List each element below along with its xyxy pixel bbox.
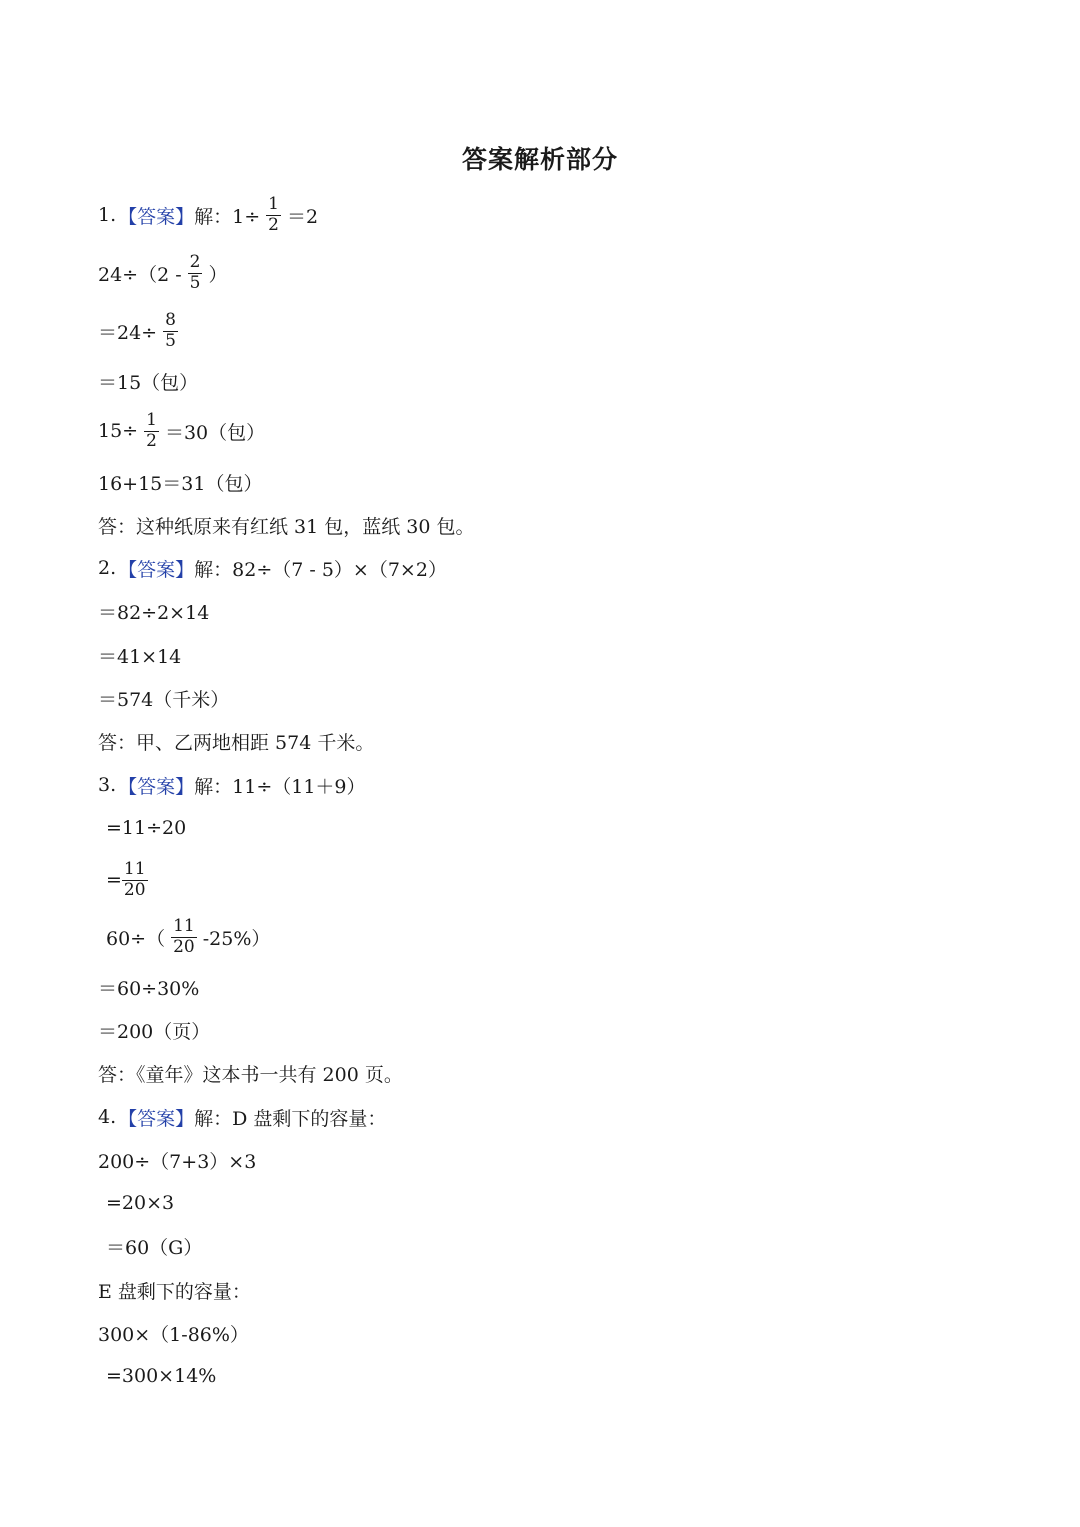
fraction-numerator: 8	[165, 309, 176, 330]
q1-answer-tag: 【答案】	[118, 205, 195, 228]
fraction-denominator: 2	[146, 430, 157, 451]
q3-line-1	[98, 765, 366, 805]
q4-line-5: E 盘剩下的容量：	[98, 1280, 251, 1303]
q2-answer-tag: 【答案】	[118, 558, 195, 581]
q3-l3-text: =	[106, 869, 122, 891]
q4-line-4: ＝60（G）	[106, 1236, 203, 1259]
q2-line-4: ＝574（千米）	[98, 688, 230, 711]
fraction-numerator: 11	[173, 915, 195, 936]
q1-line-1	[98, 195, 318, 235]
q1-l1-fraction	[266, 193, 281, 235]
q3-l4-text: 60÷（	[106, 927, 166, 950]
q2-answer-sentence: 答：甲、乙两地相距 574 千米。	[98, 731, 375, 754]
q3-line-3	[106, 860, 150, 900]
q4-line-6: 300×（1-86%）	[98, 1323, 249, 1346]
q2-line-2: ＝82÷2×14	[98, 601, 210, 624]
q3-answer-tag: 【答案】	[118, 775, 195, 798]
fraction-numerator: 2	[189, 251, 201, 272]
q1-l1-text: 解：1÷	[194, 205, 261, 228]
q1-answer-sentence: 答：这种纸原来有红纸 31 包，蓝纸 30 包。	[98, 515, 475, 538]
q3-line-6: ＝200（页）	[98, 1020, 211, 1043]
fraction-denominator: 20	[123, 879, 146, 900]
q1-line-3	[98, 311, 184, 351]
fraction-denominator: 20	[173, 936, 195, 957]
page-title: 答案解析部分	[461, 145, 618, 174]
q1-l3-fraction	[163, 309, 178, 351]
q1-l2-close: ）	[208, 263, 228, 286]
q2-number: 2.	[98, 557, 117, 579]
q1-line-6: 16+15＝31（包）	[98, 472, 263, 495]
q1-l3-text: ＝24÷	[98, 321, 158, 344]
q4-line-3: =20×3	[106, 1192, 175, 1214]
q1-l1-result: ＝2	[287, 205, 319, 228]
q3-answer-sentence: 答：《童年》这本书一共有 200 页。	[98, 1063, 403, 1086]
q3-line-2: =11÷20	[106, 817, 187, 839]
q1-line-2	[98, 253, 228, 293]
fraction-numerator: 1	[268, 193, 279, 214]
q4-line-7: =300×14%	[106, 1365, 217, 1387]
q1-l5-fraction	[144, 409, 159, 451]
fraction-denominator: 5	[165, 330, 176, 351]
q2-line-3: ＝41×14	[98, 645, 182, 668]
fraction-denominator: 5	[189, 272, 201, 293]
q3-l4-fraction	[171, 915, 197, 957]
q4-line-1	[98, 1097, 386, 1137]
q3-l4-close: -25%）	[202, 927, 271, 950]
q2-line-1	[98, 548, 447, 588]
q4-line-2: 200÷（7+3）×3	[98, 1150, 257, 1173]
q1-l5-text: 15÷	[98, 420, 139, 442]
fraction-numerator: 11	[123, 858, 146, 879]
q3-l3-fraction	[122, 858, 148, 900]
q4-l1-text: 解：D 盘剩下的容量：	[194, 1107, 387, 1130]
q2-l1-text: 解：82÷（7 - 5）×（7×2）	[194, 558, 447, 581]
q1-line-4: ＝15（包）	[98, 371, 199, 394]
q4-answer-tag: 【答案】	[118, 1107, 195, 1130]
q1-l2-text: 24÷（2 -	[98, 263, 182, 286]
q1-l2-fraction	[188, 251, 203, 293]
q3-number: 3.	[98, 774, 117, 796]
q1-l5-result: ＝30（包）	[164, 421, 266, 444]
q3-l1-text: 解：11÷（11＋9）	[194, 775, 366, 798]
fraction-denominator: 2	[268, 214, 279, 235]
q3-line-5: ＝60÷30%	[98, 977, 200, 1000]
fraction-numerator: 1	[146, 409, 157, 430]
q1-number: 1.	[98, 204, 117, 226]
q4-number: 4.	[98, 1106, 117, 1128]
q1-line-5	[98, 411, 265, 451]
q3-line-4	[106, 917, 270, 957]
